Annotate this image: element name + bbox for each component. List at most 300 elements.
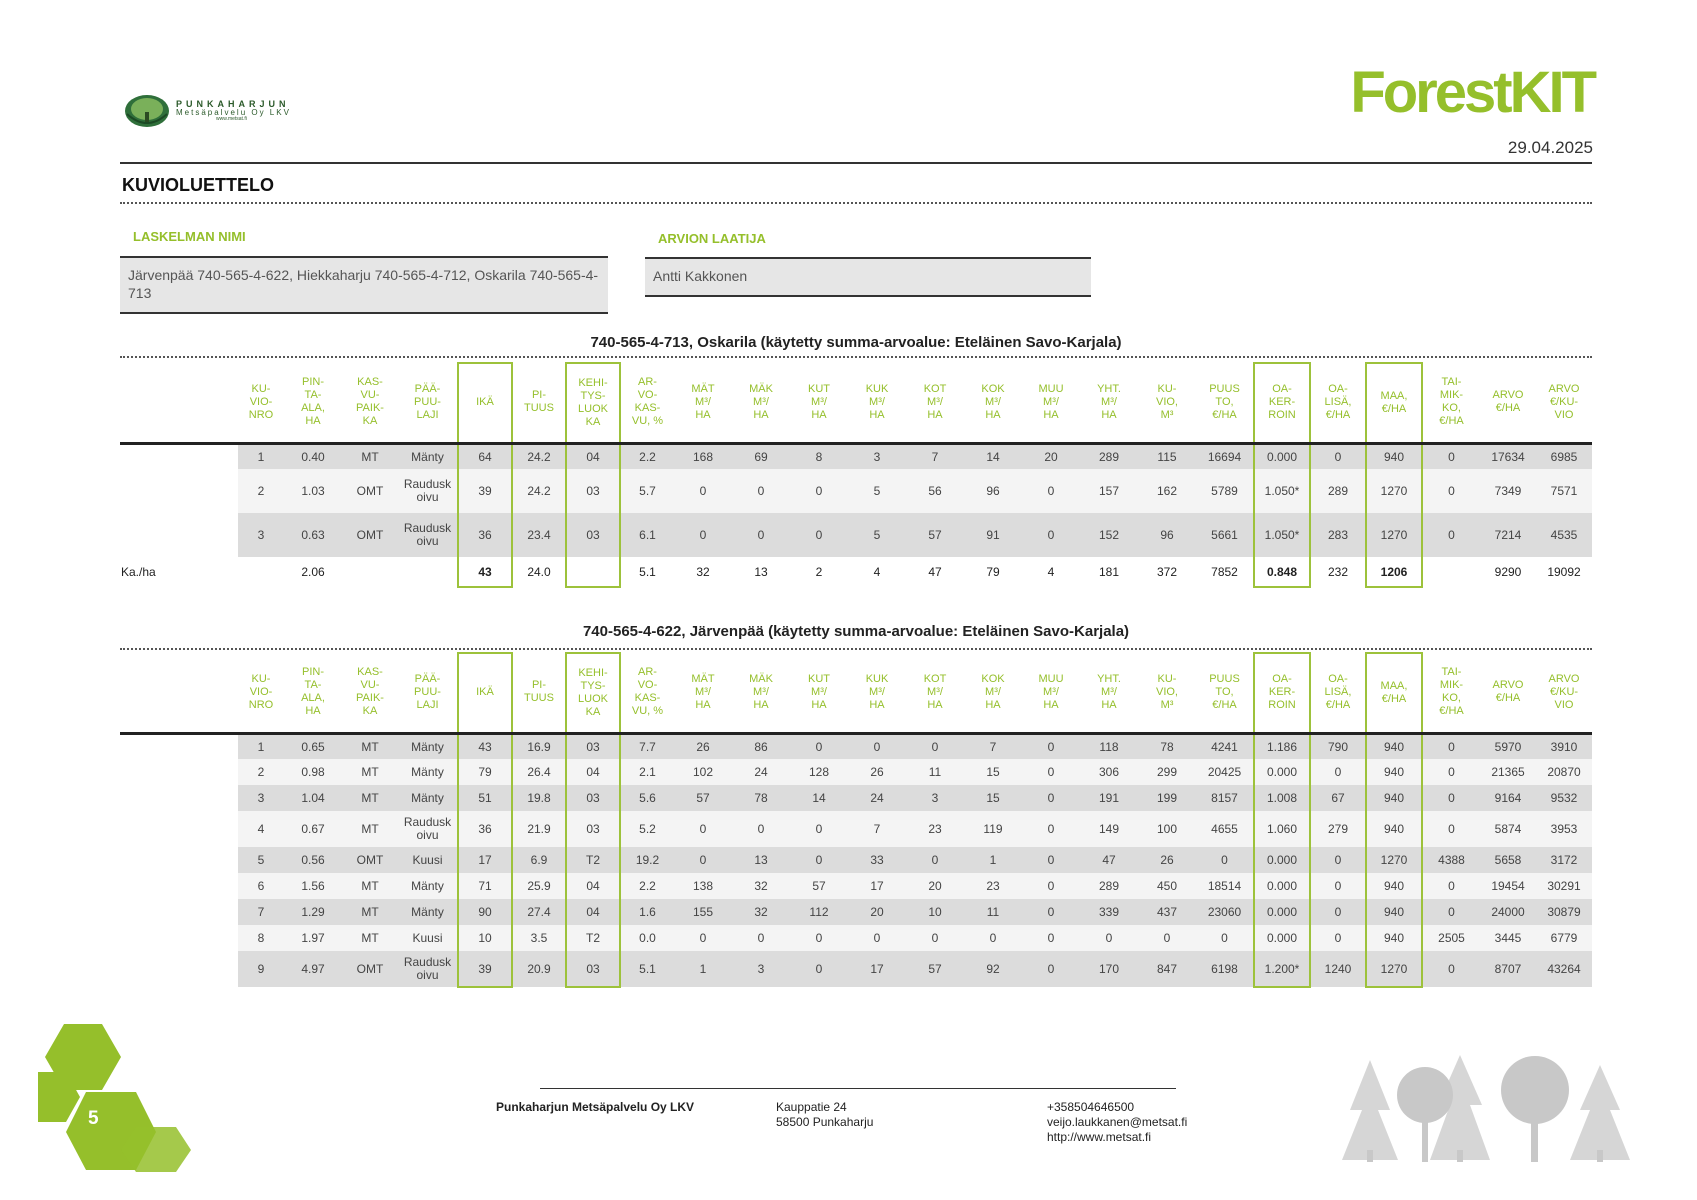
row-label-spacer bbox=[120, 899, 238, 925]
cell-pituus: 27.4 bbox=[512, 899, 566, 925]
cell-yht: 289 bbox=[1080, 873, 1138, 899]
cell-kok: 92 bbox=[964, 951, 1022, 987]
cell-kehitysluokka: T2 bbox=[566, 847, 620, 873]
cell-kehitysluokka: 04 bbox=[566, 873, 620, 899]
col-header-mak: MÄK M³/ HA bbox=[749, 672, 773, 711]
cell-mak: 78 bbox=[732, 785, 790, 811]
cell-arvokasvu: 19.2 bbox=[620, 847, 674, 873]
cell-mak: 32 bbox=[732, 873, 790, 899]
col-header-kuvio-nro: KU- VIO- NRO bbox=[248, 672, 274, 711]
cell-pituus: 16.9 bbox=[512, 733, 566, 759]
cell-ika: 90 bbox=[458, 899, 512, 925]
cell-arvo-ha: 9164 bbox=[1480, 785, 1536, 811]
col-header-yht: YHT. M³/ HA bbox=[1097, 382, 1121, 421]
cell-paapuulaji: Raudusk oivu bbox=[398, 811, 458, 847]
cell-kuvio-nro: 5 bbox=[238, 847, 284, 873]
summary-pinta-ala: 2.06 bbox=[301, 565, 325, 579]
col-header-kuvio-m3: KU- VIO, M³ bbox=[1155, 672, 1178, 711]
col-header-arvo-ha: ARVO €/HA bbox=[1492, 389, 1524, 415]
cell-pinta-ala: 1.97 bbox=[284, 925, 342, 951]
cell-kot: 23 bbox=[906, 811, 964, 847]
cell-kehitysluokka: 04 bbox=[566, 759, 620, 785]
cell-kuvio-m3: 199 bbox=[1138, 785, 1196, 811]
cell-kuvio-m3: 96 bbox=[1138, 513, 1196, 557]
col-header-taimikko: TAI- MIK- KO, €/HA bbox=[1439, 376, 1464, 428]
summary-ika: 43 bbox=[458, 557, 512, 587]
cell-kasvupaikka: MT bbox=[342, 899, 398, 925]
cell-ika: 36 bbox=[458, 811, 512, 847]
calc-name-label: LASKELMAN NIMI bbox=[133, 229, 246, 244]
col-header-oa-lisa: OA- LISÄ, €/HA bbox=[1324, 382, 1352, 421]
stand-table-1 bbox=[120, 362, 1592, 588]
cell-muu: 0 bbox=[1022, 759, 1080, 785]
cell-arvo-ha: 24000 bbox=[1480, 899, 1536, 925]
cell-ika: 10 bbox=[458, 925, 512, 951]
cell-mat: 0 bbox=[674, 513, 732, 557]
forest-illustration-icon bbox=[1340, 1050, 1640, 1170]
header-spacer bbox=[120, 363, 238, 443]
cell-ika: 39 bbox=[458, 469, 512, 513]
header-spacer bbox=[120, 653, 238, 733]
cell-maa: 940 bbox=[1366, 811, 1422, 847]
cell-paapuulaji: Mänty bbox=[398, 899, 458, 925]
col-header-maa: MAA, €/HA bbox=[1366, 363, 1422, 443]
col-header-muu: MUU M³/ HA bbox=[1038, 382, 1064, 421]
cell-arvo-ha: 19454 bbox=[1480, 873, 1536, 899]
cell-pinta-ala: 1.04 bbox=[284, 785, 342, 811]
cell-oa-kerroin: 0.000 bbox=[1254, 759, 1310, 785]
cell-maa: 940 bbox=[1366, 443, 1422, 469]
cell-kuvio-m3: 299 bbox=[1138, 759, 1196, 785]
cell-kuvio-m3: 0 bbox=[1138, 925, 1196, 951]
cell-kuk: 0 bbox=[848, 733, 906, 759]
cell-kasvupaikka: MT bbox=[342, 443, 398, 469]
cell-puusto: 5661 bbox=[1196, 513, 1254, 557]
cell-yht: 306 bbox=[1080, 759, 1138, 785]
cell-muu: 0 bbox=[1022, 899, 1080, 925]
cell-arvo-ha: 3445 bbox=[1480, 925, 1536, 951]
cell-yht: 191 bbox=[1080, 785, 1138, 811]
cell-arvo-ha: 7214 bbox=[1480, 513, 1536, 557]
author-label: ARVION LAATIJA bbox=[658, 231, 766, 246]
col-header-oa-lisa: OA- LISÄ, €/HA bbox=[1324, 672, 1352, 711]
col-header-pinta-ala: PIN- TA- ALA, HA bbox=[301, 666, 325, 718]
cell-taimikko: 0 bbox=[1422, 733, 1480, 759]
page-title: KUVIOLUETTELO bbox=[122, 175, 274, 195]
col-header-kot: KOT M³/ HA bbox=[923, 672, 947, 711]
col-header-kasvupaikka: KAS- VU- PAIK- KA bbox=[356, 376, 384, 428]
cell-oa-kerroin: 1.186 bbox=[1254, 733, 1310, 759]
summary-row bbox=[120, 557, 1592, 587]
row-label-spacer bbox=[120, 847, 238, 873]
cell-taimikko: 0 bbox=[1422, 899, 1480, 925]
cell-ika: 64 bbox=[458, 443, 512, 469]
cell-puusto: 0 bbox=[1196, 925, 1254, 951]
cell-oa-kerroin: 1.050* bbox=[1254, 513, 1310, 557]
cell-arvokasvu: 2.2 bbox=[620, 873, 674, 899]
cell-kasvupaikka: OMT bbox=[342, 513, 398, 557]
row-label-spacer bbox=[120, 733, 238, 759]
col-header-pituus: PI- TUUS bbox=[524, 389, 554, 415]
cell-kok: 11 bbox=[964, 899, 1022, 925]
cell-maa: 1270 bbox=[1366, 513, 1422, 557]
section-1-dotted-divider bbox=[120, 356, 1592, 358]
cell-kok: 119 bbox=[964, 811, 1022, 847]
cell-kuvio-nro: 4 bbox=[238, 811, 284, 847]
col-header-mat: MÄT M³/ HA bbox=[691, 382, 715, 421]
cell-arvokasvu: 5.1 bbox=[620, 951, 674, 987]
cell-mat: 155 bbox=[674, 899, 732, 925]
cell-paapuulaji: Kuusi bbox=[398, 847, 458, 873]
summary-arvokasvu: 5.1 bbox=[639, 565, 656, 579]
cell-mak: 0 bbox=[732, 925, 790, 951]
cell-kuk: 24 bbox=[848, 785, 906, 811]
cell-taimikko: 0 bbox=[1422, 873, 1480, 899]
summary-label: Ka./ha bbox=[121, 565, 156, 579]
row-label-spacer bbox=[120, 811, 238, 847]
cell-maa: 1270 bbox=[1366, 469, 1422, 513]
cell-taimikko: 4388 bbox=[1422, 847, 1480, 873]
col-header-yht: YHT. M³/ HA bbox=[1097, 672, 1121, 711]
cell-puusto: 20425 bbox=[1196, 759, 1254, 785]
cell-kok: 15 bbox=[964, 759, 1022, 785]
cell-pituus: 23.4 bbox=[512, 513, 566, 557]
col-header-maa: MAA, €/HA bbox=[1366, 653, 1422, 733]
row-label-spacer bbox=[120, 951, 238, 987]
cell-arvo-ha: 8707 bbox=[1480, 951, 1536, 987]
table-header-row bbox=[120, 653, 1592, 733]
table-row bbox=[120, 443, 1592, 469]
cell-mat: 57 bbox=[674, 785, 732, 811]
cell-kehitysluokka: 04 bbox=[566, 443, 620, 469]
title-dotted-divider bbox=[120, 202, 1592, 204]
cell-kok: 23 bbox=[964, 873, 1022, 899]
logo-line2: Metsäpalvelu Oy LKV bbox=[176, 108, 291, 117]
cell-oa-lisa: 0 bbox=[1310, 899, 1366, 925]
cell-pituus: 21.9 bbox=[512, 811, 566, 847]
cell-muu: 0 bbox=[1022, 469, 1080, 513]
cell-kut: 0 bbox=[790, 469, 848, 513]
cell-kuk: 5 bbox=[848, 469, 906, 513]
cell-pituus: 3.5 bbox=[512, 925, 566, 951]
cell-arvo-kuvio: 7571 bbox=[1536, 469, 1592, 513]
col-header-kot: KOT M³/ HA bbox=[923, 382, 947, 421]
cell-oa-kerroin: 0.000 bbox=[1254, 873, 1310, 899]
cell-arvokasvu: 0.0 bbox=[620, 925, 674, 951]
cell-kuvio-m3: 115 bbox=[1138, 443, 1196, 469]
cell-oa-kerroin: 1.200* bbox=[1254, 951, 1310, 987]
cell-kut: 0 bbox=[790, 951, 848, 987]
cell-arvo-kuvio: 9532 bbox=[1536, 785, 1592, 811]
row-label-spacer bbox=[120, 469, 238, 513]
cell-oa-kerroin: 0.000 bbox=[1254, 899, 1310, 925]
cell-kot: 0 bbox=[906, 847, 964, 873]
cell-yht: 170 bbox=[1080, 951, 1138, 987]
cell-pinta-ala: 1.29 bbox=[284, 899, 342, 925]
row-label-spacer bbox=[120, 925, 238, 951]
row-label-spacer bbox=[120, 513, 238, 557]
cell-kuvio-nro: 3 bbox=[238, 513, 284, 557]
cell-pituus: 25.9 bbox=[512, 873, 566, 899]
col-header-arvo-ha: ARVO €/HA bbox=[1492, 679, 1524, 705]
col-header-puusto: PUUS TO, €/HA bbox=[1209, 672, 1240, 711]
cell-mak: 69 bbox=[732, 443, 790, 469]
cell-pinta-ala: 4.97 bbox=[284, 951, 342, 987]
cell-kehitysluokka: 03 bbox=[566, 469, 620, 513]
cell-oa-kerroin: 0.000 bbox=[1254, 443, 1310, 469]
table-row bbox=[120, 785, 1592, 811]
cell-taimikko: 0 bbox=[1422, 469, 1480, 513]
summary-muu: 4 bbox=[1047, 565, 1055, 579]
cell-taimikko: 0 bbox=[1422, 443, 1480, 469]
summary-mat: 32 bbox=[696, 565, 710, 579]
cell-paapuulaji: Raudusk oivu bbox=[398, 513, 458, 557]
report-date: 29.04.2025 bbox=[1507, 138, 1593, 157]
cell-puusto: 16694 bbox=[1196, 443, 1254, 469]
cell-oa-kerroin: 1.008 bbox=[1254, 785, 1310, 811]
hexagon-decoration bbox=[36, 1022, 196, 1172]
cell-kuvio-m3: 100 bbox=[1138, 811, 1196, 847]
table-row bbox=[120, 733, 1592, 759]
col-header-kok: KOK M³/ HA bbox=[981, 382, 1005, 421]
cell-pinta-ala: 0.40 bbox=[284, 443, 342, 469]
cell-kasvupaikka: MT bbox=[342, 811, 398, 847]
cell-paapuulaji: Mänty bbox=[398, 733, 458, 759]
cell-oa-lisa: 0 bbox=[1310, 873, 1366, 899]
cell-kok: 15 bbox=[964, 785, 1022, 811]
table-row bbox=[120, 873, 1592, 899]
footer-contact bbox=[1047, 1100, 1187, 1145]
cell-kuk: 0 bbox=[848, 925, 906, 951]
cell-kut: 128 bbox=[790, 759, 848, 785]
cell-mak: 0 bbox=[732, 469, 790, 513]
summary-puusto: 7852 bbox=[1211, 565, 1238, 579]
cell-muu: 0 bbox=[1022, 733, 1080, 759]
tree-emblem-icon bbox=[124, 92, 170, 130]
cell-paapuulaji: Raudusk oivu bbox=[398, 951, 458, 987]
cell-arvokasvu: 2.2 bbox=[620, 443, 674, 469]
col-header-arvokasvu: AR- VO- KAS- VU, % bbox=[631, 376, 664, 428]
cell-mak: 13 bbox=[732, 847, 790, 873]
cell-arvo-kuvio: 3953 bbox=[1536, 811, 1592, 847]
summary-oa-lisa: 232 bbox=[1327, 565, 1349, 579]
cell-yht: 118 bbox=[1080, 733, 1138, 759]
footer-phone: +358504646500 bbox=[1047, 1100, 1135, 1114]
cell-mak: 0 bbox=[732, 811, 790, 847]
table-row bbox=[120, 811, 1592, 847]
section-title-2: 740-565-4-622, Järvenpää (käytetty summa-arvoalue: Eteläinen Savo-Karjala) bbox=[582, 623, 1130, 640]
cell-kut: 0 bbox=[790, 733, 848, 759]
cell-puusto: 8157 bbox=[1196, 785, 1254, 811]
cell-pinta-ala: 0.67 bbox=[284, 811, 342, 847]
cell-kuvio-nro: 2 bbox=[238, 469, 284, 513]
table-row bbox=[120, 759, 1592, 785]
cell-kut: 0 bbox=[790, 513, 848, 557]
cell-paapuulaji: Kuusi bbox=[398, 925, 458, 951]
cell-yht: 339 bbox=[1080, 899, 1138, 925]
cell-paapuulaji: Mänty bbox=[398, 785, 458, 811]
cell-mat: 1 bbox=[674, 951, 732, 987]
footer-web[interactable]: http://www.metsat.fi bbox=[1047, 1130, 1152, 1144]
cell-kot: 0 bbox=[906, 925, 964, 951]
cell-mat: 0 bbox=[674, 811, 732, 847]
cell-kehitysluokka: T2 bbox=[566, 925, 620, 951]
cell-oa-lisa: 0 bbox=[1310, 759, 1366, 785]
cell-muu: 0 bbox=[1022, 785, 1080, 811]
cell-kuk: 20 bbox=[848, 899, 906, 925]
cell-puusto: 4655 bbox=[1196, 811, 1254, 847]
logo-line3: www.metsat.fi bbox=[216, 116, 247, 122]
cell-kehitysluokka: 03 bbox=[566, 811, 620, 847]
cell-kut: 0 bbox=[790, 811, 848, 847]
cell-oa-kerroin: 1.060 bbox=[1254, 811, 1310, 847]
footer-divider bbox=[540, 1088, 1176, 1089]
cell-oa-lisa: 1240 bbox=[1310, 951, 1366, 987]
col-header-mat: MÄT M³/ HA bbox=[691, 672, 715, 711]
row-label-spacer bbox=[120, 443, 238, 469]
footer-email[interactable]: veijo.laukkanen@metsat.fi bbox=[1047, 1115, 1188, 1129]
cell-kuvio-m3: 26 bbox=[1138, 847, 1196, 873]
stand-table-2 bbox=[120, 652, 1592, 988]
summary-taimikko bbox=[1422, 557, 1480, 587]
cell-pituus: 24.2 bbox=[512, 443, 566, 469]
author-field bbox=[645, 257, 1091, 297]
calc-name-value: Järvenpää 740-565-4-622, Hiekkaharju 740-565-4-712, Oskarila 740-565-4-713 bbox=[128, 267, 599, 301]
cell-kut: 8 bbox=[790, 443, 848, 469]
author-value: Antti Kakkonen bbox=[653, 268, 748, 284]
cell-pinta-ala: 0.63 bbox=[284, 513, 342, 557]
col-header-puusto: PUUS TO, €/HA bbox=[1209, 382, 1240, 421]
cell-kuvio-nro: 2 bbox=[238, 759, 284, 785]
company-logo bbox=[124, 92, 324, 130]
row-label-spacer bbox=[120, 873, 238, 899]
col-header-paapuulaji: PÄÄ- PUU- LAJI bbox=[414, 672, 441, 711]
cell-kuvio-nro: 9 bbox=[238, 951, 284, 987]
cell-kuvio-m3: 437 bbox=[1138, 899, 1196, 925]
col-header-paapuulaji: PÄÄ- PUU- LAJI bbox=[414, 382, 441, 421]
cell-kuk: 17 bbox=[848, 951, 906, 987]
cell-muu: 0 bbox=[1022, 847, 1080, 873]
cell-kuvio-nro: 1 bbox=[238, 733, 284, 759]
cell-mak: 0 bbox=[732, 513, 790, 557]
table-header-row bbox=[120, 363, 1592, 443]
summary-kut: 2 bbox=[815, 565, 823, 579]
cell-kuvio-nro: 3 bbox=[238, 785, 284, 811]
logo-line1: PUNKAHARJUN bbox=[176, 99, 290, 109]
cell-pituus: 19.8 bbox=[512, 785, 566, 811]
cell-arvo-ha: 21365 bbox=[1480, 759, 1536, 785]
summary-kasvupaikka bbox=[342, 557, 398, 587]
cell-maa: 940 bbox=[1366, 785, 1422, 811]
cell-arvo-kuvio: 30291 bbox=[1536, 873, 1592, 899]
page-number: 5 bbox=[88, 1108, 99, 1129]
cell-maa: 1270 bbox=[1366, 951, 1422, 987]
cell-kasvupaikka: OMT bbox=[342, 469, 398, 513]
cell-kut: 0 bbox=[790, 925, 848, 951]
cell-kasvupaikka: MT bbox=[342, 733, 398, 759]
cell-arvokasvu: 5.6 bbox=[620, 785, 674, 811]
cell-arvokasvu: 5.2 bbox=[620, 811, 674, 847]
col-header-ika: IKÄ bbox=[458, 653, 512, 733]
cell-kasvupaikka: OMT bbox=[342, 847, 398, 873]
cell-kehitysluokka: 04 bbox=[566, 899, 620, 925]
cell-kuk: 5 bbox=[848, 513, 906, 557]
cell-mat: 26 bbox=[674, 733, 732, 759]
cell-oa-lisa: 67 bbox=[1310, 785, 1366, 811]
cell-ika: 71 bbox=[458, 873, 512, 899]
cell-kuvio-nro: 1 bbox=[238, 443, 284, 469]
cell-mat: 0 bbox=[674, 925, 732, 951]
cell-ika: 17 bbox=[458, 847, 512, 873]
col-header-kehitysluokka: KEHI- TYS- LUOK KA bbox=[566, 653, 620, 733]
cell-arvokasvu: 5.7 bbox=[620, 469, 674, 513]
col-header-oa-kerroin: OA- KER- ROIN bbox=[1254, 363, 1310, 443]
summary-kuvio-nro bbox=[238, 557, 284, 587]
cell-muu: 0 bbox=[1022, 951, 1080, 987]
summary-arvo-kuvio: 19092 bbox=[1547, 565, 1581, 579]
table-row bbox=[120, 951, 1592, 987]
cell-maa: 940 bbox=[1366, 925, 1422, 951]
summary-kehitysluokka bbox=[566, 557, 620, 587]
col-header-pituus: PI- TUUS bbox=[524, 679, 554, 705]
cell-muu: 0 bbox=[1022, 811, 1080, 847]
cell-yht: 289 bbox=[1080, 443, 1138, 469]
cell-pituus: 20.9 bbox=[512, 951, 566, 987]
cell-ika: 43 bbox=[458, 733, 512, 759]
cell-arvo-kuvio: 43264 bbox=[1536, 951, 1592, 987]
cell-maa: 940 bbox=[1366, 899, 1422, 925]
col-header-arvo-kuvio: ARVO €/KU- VIO bbox=[1548, 382, 1580, 421]
cell-taimikko: 0 bbox=[1422, 951, 1480, 987]
table-row bbox=[120, 469, 1592, 513]
cell-kuvio-nro: 6 bbox=[238, 873, 284, 899]
footer-street: Kauppatie 24 bbox=[776, 1100, 847, 1114]
cell-arvokasvu: 2.1 bbox=[620, 759, 674, 785]
cell-pituus: 24.2 bbox=[512, 469, 566, 513]
summary-paapuulaji bbox=[398, 557, 458, 587]
table-row bbox=[120, 847, 1592, 873]
cell-kuvio-m3: 162 bbox=[1138, 469, 1196, 513]
cell-taimikko: 0 bbox=[1422, 513, 1480, 557]
cell-kuk: 17 bbox=[848, 873, 906, 899]
cell-kot: 10 bbox=[906, 899, 964, 925]
cell-oa-kerroin: 0.000 bbox=[1254, 847, 1310, 873]
summary-yht: 181 bbox=[1098, 565, 1120, 579]
cell-puusto: 18514 bbox=[1196, 873, 1254, 899]
cell-kuvio-m3: 78 bbox=[1138, 733, 1196, 759]
cell-yht: 152 bbox=[1080, 513, 1138, 557]
cell-paapuulaji: Mänty bbox=[398, 443, 458, 469]
summary-arvo-ha: 9290 bbox=[1494, 565, 1522, 579]
col-header-kuvio-nro: KU- VIO- NRO bbox=[248, 382, 274, 421]
cell-arvokasvu: 7.7 bbox=[620, 733, 674, 759]
calc-name-field bbox=[120, 256, 608, 314]
cell-kuvio-m3: 847 bbox=[1138, 951, 1196, 987]
cell-kot: 57 bbox=[906, 951, 964, 987]
cell-puusto: 6198 bbox=[1196, 951, 1254, 987]
cell-maa: 940 bbox=[1366, 759, 1422, 785]
col-header-kuvio-m3: KU- VIO, M³ bbox=[1155, 382, 1178, 421]
footer-city: 58500 Punkaharju bbox=[776, 1115, 874, 1129]
cell-arvo-ha: 7349 bbox=[1480, 469, 1536, 513]
summary-pituus: 24.0 bbox=[527, 565, 551, 579]
cell-pituus: 6.9 bbox=[512, 847, 566, 873]
cell-kuk: 26 bbox=[848, 759, 906, 785]
cell-puusto: 23060 bbox=[1196, 899, 1254, 925]
cell-arvo-kuvio: 20870 bbox=[1536, 759, 1592, 785]
cell-kuk: 3 bbox=[848, 443, 906, 469]
cell-pinta-ala: 1.03 bbox=[284, 469, 342, 513]
